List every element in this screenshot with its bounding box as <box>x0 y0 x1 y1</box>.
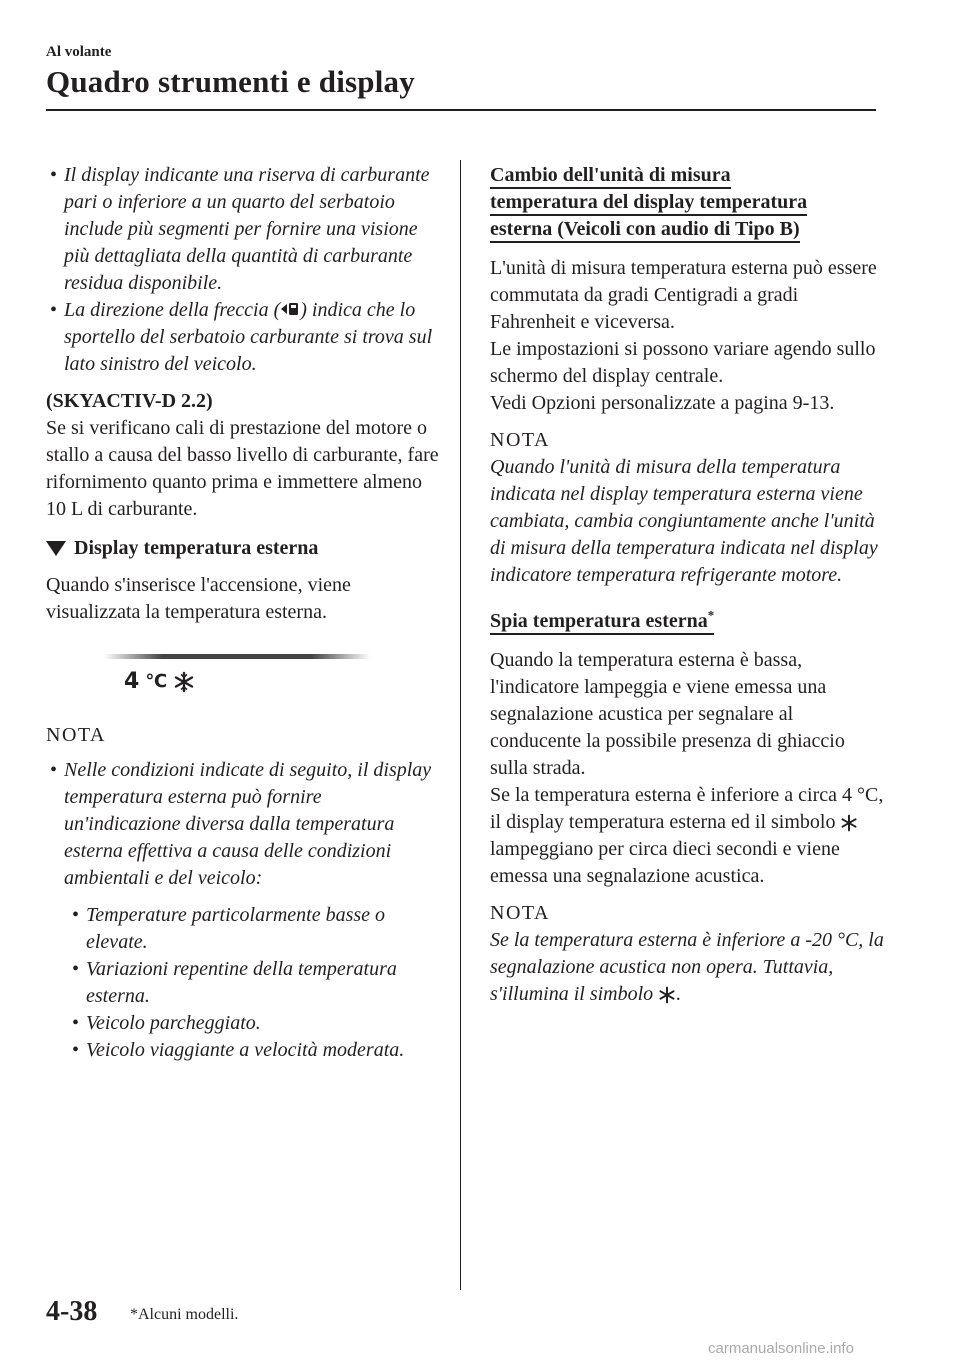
right-column <box>490 162 885 1008</box>
snowflake-icon <box>840 814 858 832</box>
temperature-value: 4 <box>124 669 140 694</box>
sub-bullet-3: • Veicolo parcheggiato. <box>72 1012 261 1034</box>
bullet-fuel-reserve: • Il display indicante una riserva di carburante pari o inferiore a un quarto del serbatoio include più segmenti per fornire una visione più dettagliata della quantità di carburante residua disponibile. <box>50 164 430 294</box>
page-title: Quadro strumenti e display <box>46 64 415 99</box>
column-divider <box>460 160 461 1290</box>
footnote: *Alcuni modelli. <box>130 1306 239 1323</box>
nota-text-1: Quando l'unità di misura della temperatura indicata nel display temperatura esterna viene cambiata, cambia congiuntamente anche l'unità di misura della temperatura indicata nel display indicatore temperatura refrigerante motore. <box>490 456 878 586</box>
paragraph-ice-warning: Quando la temperatura esterna è bassa, l'indicatore lampeggia e viene emessa una segnalazione acustica per segnalare al conducente la possibile presenza di ghiaccio sulla strada. <box>490 648 845 779</box>
unit-change-heading: Cambio dell'unità di misura temperatura del display temperatura esterna (Veicoli con audio di Tipo B) <box>490 162 885 243</box>
temperature-display-illustration <box>46 642 441 722</box>
paragraph-flash: Se la temperatura esterna è inferiore a circa 4 °C, il display temperatura esterna ed il simbolo lampeggiano per circa dieci secondi e viene emessa una segnalazione acustica. <box>490 783 884 887</box>
watermark: carmanualsonline.info <box>708 1340 854 1357</box>
snowflake-icon <box>658 986 676 1004</box>
header-rule <box>46 109 876 111</box>
section-paragraph: Quando s'inserisce l'accensione, viene visualizzata la temperatura esterna. <box>46 574 351 623</box>
nota-label-1: NOTA <box>490 429 550 451</box>
nota-label: NOTA <box>46 724 106 746</box>
page-number: 4-38 <box>46 1296 98 1327</box>
sub-bullet-4: • Veicolo viaggiante a velocità moderata. <box>72 1039 405 1061</box>
warning-heading: Spia temperatura esterna* <box>490 601 885 635</box>
display-frame <box>104 654 370 659</box>
chapter-label: Al volante <box>46 44 112 60</box>
sub-bullet-2: • Variazioni repentine della temperatura esterna. <box>72 958 397 1007</box>
left-column <box>46 162 441 1064</box>
skyactiv-paragraph: Se si verificano cali di prestazione del motore o stallo a causa del basso livello di carburante, fare rifornimento quanto prima e immettere almeno 10 L di carburante. <box>46 417 439 520</box>
temperature-readout <box>124 668 195 695</box>
paragraph-reference: Vedi Opzioni personalizzate a pagina 9-13. <box>490 392 835 414</box>
fuel-door-arrow-icon <box>280 300 300 318</box>
bullet-fuel-arrow: • La direzione della freccia ( ) indica che lo sportello del serbatoio carburante si trova sul lato sinistro del veicolo. <box>50 299 433 375</box>
temperature-unit: ℃ <box>145 671 168 692</box>
paragraph-unit-switch: L'unità di misura temperatura esterna può essere commutata da gradi Centigradi a gradi Fahrenheit e viceversa. <box>490 257 877 333</box>
nota-text-2: Se la temperatura esterna è inferiore a -20 °C, la segnalazione acustica non opera. Tuttavia, s'illumina il simbolo . <box>490 928 884 1005</box>
snowflake-icon <box>173 671 195 693</box>
sub-bullet-1: • Temperature particolarmente basse o elevate. <box>72 904 386 953</box>
paragraph-settings: Le impostazioni si possono variare agendo sullo schermo del display centrale. <box>490 338 876 387</box>
skyactiv-heading: (SKYACTIV-D 2.2) <box>46 390 213 412</box>
triangle-marker-icon <box>46 541 66 556</box>
section-heading: Display temperatura esterna <box>46 535 441 562</box>
nota-bullet: • Nelle condizioni indicate di seguito, il display temperatura esterna può fornire un'indicazione diversa dalla temperatura esterna effettiva a causa delle condizioni ambientali e del veicolo: <box>50 759 432 889</box>
nota-label-2: NOTA <box>490 901 550 924</box>
